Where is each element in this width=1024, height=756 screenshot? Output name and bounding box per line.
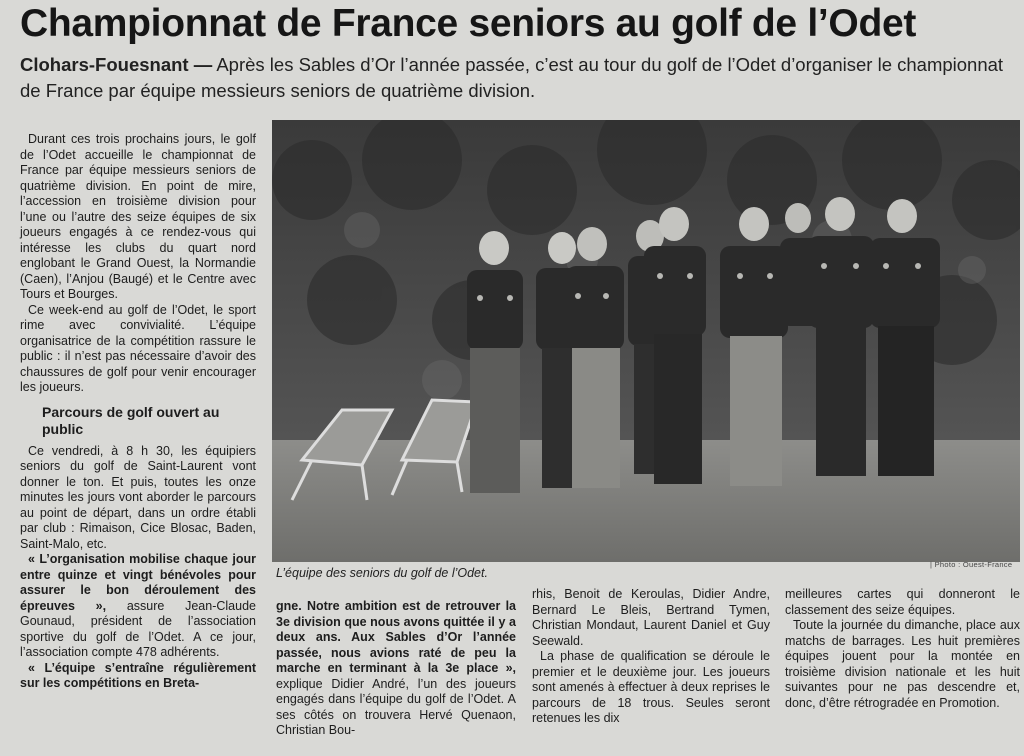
paragraph: Durant ces trois prochains jours, le golf de l’Odet accueille le championnat de France par équipe messieurs seniors de quatrième division. En point de mire, l’accession en troisième division pour l’une ou l’autre des seize équipes de six joueurs engagés à ce rendez-vous qui intéresse les clubs du quart nord englobant le Grand Ouest, la Normandie (Caen), l’Anjou (Baugé) et le Centre avec Tours et Bourges. [20, 132, 256, 301]
dateline: Clohars-Fouesnant — [20, 54, 213, 75]
paragraph-text: assure Jean-Claude Gounaud, président de l’association sportive du golf de l’Odet. A ce jour, l’association compte 478 adhérents. [20, 598, 256, 659]
paragraph: Ce week-end au golf de l’Odet, le sport rime avec convivialité. L’équipe organisatrice de la compétition rassure le public : il n’est pas nécessaire d’avoir des chaussures de golf pour venir encourager les joueurs. [20, 302, 256, 394]
quote-text: « L’équipe s’entraîne régulièrement sur les compétitions en Breta- [20, 660, 256, 690]
article-headline: Championnat de France seniors au golf de l’Odet [20, 2, 917, 45]
paragraph [276, 599, 516, 739]
article-column-2 [276, 599, 516, 739]
paragraph: Toute la journée du dimanche, place aux matchs de barrages. Les huit premières équipes jouent pour la montée en troisième division nationale et les huit suivantes pour ne pas descendre et, donc, d’être rétrogradée en Promotion. [785, 618, 1020, 710]
article-column-3 [532, 587, 770, 727]
paragraph: rhis, Benoit de Keroulas, Didier Andre, Bernard Le Bleis, Bertrand Tymen, Christian Mondaut, Laurent Daniel et Guy Seewald. [532, 587, 770, 648]
quote-text: gne. Notre ambition est de retrouver la 3e division que nous avons quittée il y a deux ans. Aux Sables d’Or l’année passée, nous avions raté de peu la marche en terminant à la 3e place », [276, 599, 516, 675]
lede-text: Après les Sables d’Or l’année passée, c’est au tour du golf de l’Odet d’organiser le championnat de France par équipe messieurs seniors de quatrième division. [20, 54, 1004, 101]
team-photo [272, 120, 1020, 562]
article-lede [20, 52, 1010, 104]
team-photo-image [272, 120, 1020, 562]
quote-text: « L’organisation mobilise chaque jour entre quinze et vingt bénévoles pour assurer le bon déroulement des épreuves », [20, 552, 256, 613]
paragraph: La phase de qualification se déroule le premier et le deuxième jour. Les joueurs sont amenés à effectuer à deux reprises le parcours de 18 trous. Seules seront retenues les dix [532, 649, 770, 725]
paragraph: meilleures cartes qui donneront le classement des seize équipes. [785, 587, 1020, 617]
article-column-4 [785, 587, 1020, 711]
photo-caption: L’équipe des seniors du golf de l’Odet. [276, 566, 488, 580]
paragraph [20, 661, 256, 692]
article-column-1 [20, 132, 256, 692]
paragraph-text: explique Didier André, l’un des joueurs engagés dans l’équipe du golf de l’Odet. A ses côtés on trouvera Hervé Quenaon, Christian Bou- [276, 676, 516, 737]
subheading: Parcours de golf ouvert au public [42, 403, 220, 437]
paragraph [20, 552, 256, 661]
photo-credit: | Photo : Ouest-France [930, 560, 1013, 569]
paragraph: Ce vendredi, à 8 h 30, les équipiers seniors du golf de Saint-Laurent vont donner le ton. Et puis, toutes les onze minutes les jours vont aborder le parcours au point de départ, dans un ordre établi par club : Rimaison, Cice Blosac, Baden, Saint-Malo, etc. [20, 443, 256, 551]
